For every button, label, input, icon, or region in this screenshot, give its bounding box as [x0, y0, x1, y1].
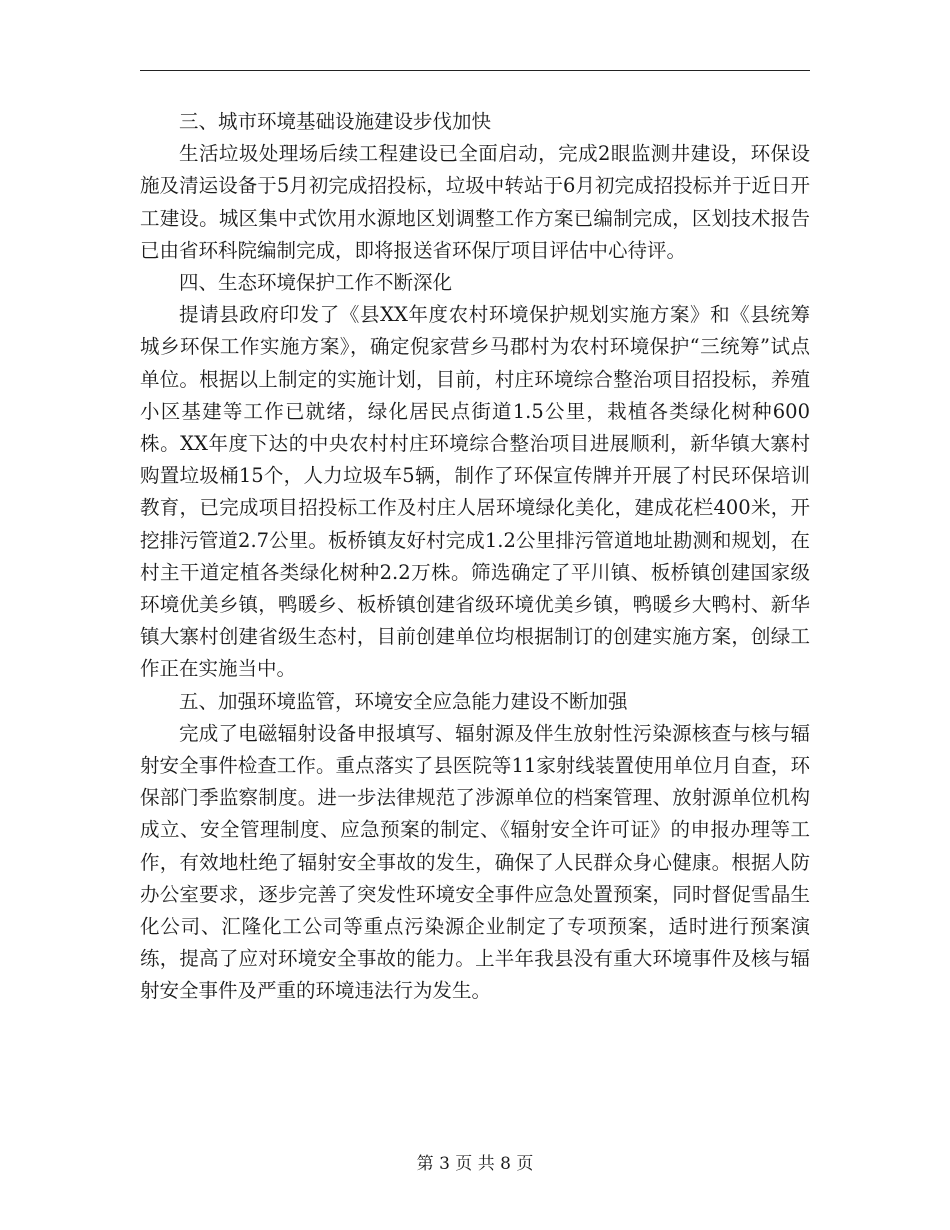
- section-heading-4: 四、生态环境保护工作不断深化: [179, 271, 453, 295]
- section-heading-5: 五、加强环境监管，环境安全应急能力建设不断加强: [179, 689, 628, 713]
- section-heading-3: 三、城市环境基础设施建设步伐加快: [179, 110, 492, 133]
- header-rule: [140, 70, 810, 71]
- paragraph-supervision: 完成了电磁辐射设备申报填写、辐射源及伴生放射性污染源核查与核与辐射安全事件检查工作。重点落实了县医院等11家射线装置使用单位月自查，环保部门季监察制度。进一步法律规范了涉源单位的档案管理、放射源单位机构成立、安全管理制度、应急预案的制定、《辐射安全许可证》的申报办理等工作，有效地杜绝了辐射安全事故的发生，确保了人民群众身心健康。根据人防办公室要求，逐步完善了突发性环境安全事件应急处置预案，同时督促雪晶生化公司、汇隆化工公司等重点污染源企业制定了专项预案，适时进行预案演练，提高了应对环境安全事故的能力。上半年我县没有重大环境事件及核与辐射安全事件及严重的环境违法行为发生。: [140, 721, 810, 1003]
- paragraph-infrastructure: 生活垃圾处理场后续工程建设已全面启动，完成2眼监测井建设，环保设施及清运设备于5月初完成招投标，垃圾中转站于6月初完成招投标并于近日开工建设。城区集中式饮用水源地区划调整工作方案已编制完成，区划技术报告已由省环科院编制完成，即将报送省环保厅项目评估中心待评。: [140, 142, 810, 262]
- paragraph-ecology: 提请县政府印发了《县XX年度农村环境保护规划实施方案》和《县统筹城乡环保工作实施方案》，确定倪家营乡马郡村为农村环境保护“三统筹”试点单位。根据以上制定的实施计划，目前，村庄环境综合整治项目招投标，养殖小区基建等工作已就绪，绿化居民点街道1.5公里，栽植各类绿化树种600株。XX年度下达的中央农村村庄环境综合整治项目进展顺利，新华镇大寨村购置垃圾桶15个，人力垃圾车5辆，制作了环保宣传牌并开展了村民环保培训教育，已完成项目招投标工作及村庄人居环境绿化美化，建成花栏400米，开挖排污管道2.7公里。板桥镇友好村完成1.2公里排污管道地址勘测和规划，在村主干道定植各类绿化树种2.2万株。筛选确定了平川镇、板桥镇创建国家级环境优美乡镇，鸭暖乡、板桥镇创建省级环境优美乡镇，鸭暖乡大鸭村、新华镇大寨村创建省级生态村，目前创建单位均根据制订的创建实施方案，创绿工作正在实施当中。: [140, 303, 810, 681]
- document-body: [140, 106, 810, 1008]
- page-number: 第 3 页 共 8 页: [416, 1154, 534, 1174]
